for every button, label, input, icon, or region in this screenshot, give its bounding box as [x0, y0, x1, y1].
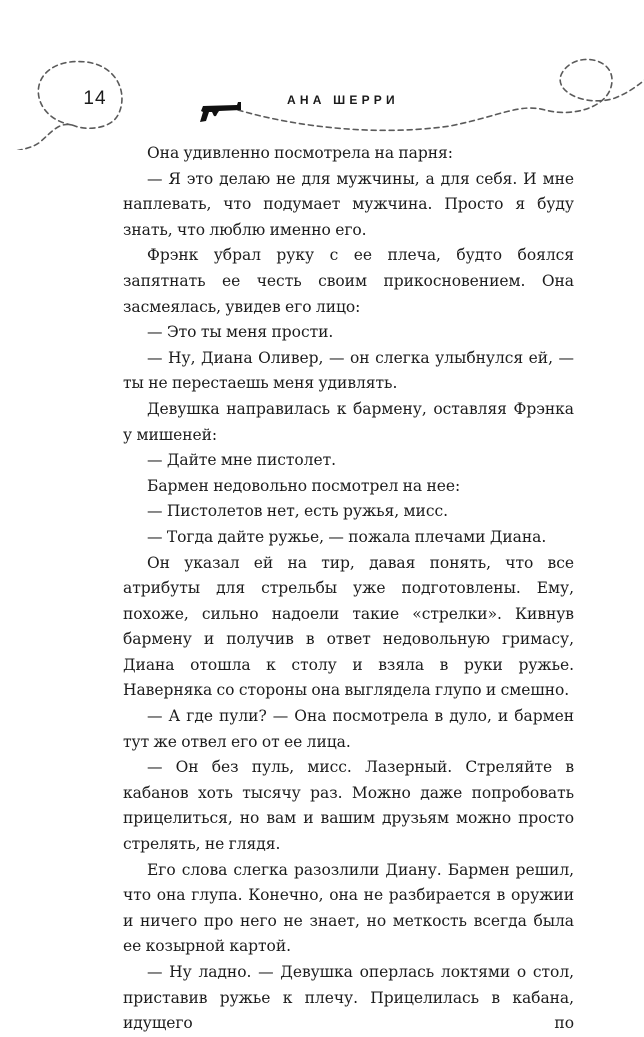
paragraph: Он указал ей на тир, давая понять, что все атрибуты для стрельбы уже подготовлены. Ему, похоже, сильно надоели такие «стрелки». Кивнув бармену и получив в ответ недовольную гримасу, Диана отошла к столу и взяла в руки ружье. Наверняка со стороны она выглядела глупо и смешно. [123, 553, 574, 700]
paragraph: Его слова слегка разозлили Диану. Бармен решил, что она глупа. Конечно, она не разбирается в оружии и ничего про него не знает, но меткость всегда была ее козырной картой. [123, 860, 574, 956]
paragraph: — Я это делаю не для мужчины, а для себя. И мне наплевать, что подумает мужчина. Просто я буду знать, что люблю именно его. [123, 169, 574, 239]
paragraph: — Дайте мне пистолет. [147, 451, 336, 470]
book-text [123, 141, 574, 1037]
paragraph-continued: — Ну ладно. — Девушка оперлась локтями о стол, приставив ружье к плечу. Прицелилась в кабана, идущего по [123, 963, 574, 1033]
paragraph: — Ну, Диана Оливер, — он слегка улыбнулся ей, — ты не перестаешь меня удивлять. [123, 348, 574, 393]
dashed-loop-ornament [0, 0, 644, 150]
running-head: АНА ШЕРРИ [287, 93, 399, 107]
paragraph: Девушка направилась к бармену, оставляя Фрэнка у мишеней: [123, 399, 574, 444]
paragraph: — Тогда дайте ружье, — пожала плечами Диана. [147, 527, 547, 546]
paragraph: — А где пули? — Она посмотрела в дуло, и бармен тут же отвел его от ее лица. [123, 707, 574, 751]
paragraph: Она удивленно посмотрела на парня: [147, 144, 453, 162]
pistol-icon [197, 100, 243, 124]
paragraph: — Это ты меня прости. [147, 323, 334, 342]
page-number: 14 [83, 88, 107, 109]
paragraph: Бармен недовольно посмотрел на нее: [147, 476, 461, 495]
paragraph: — Он без пуль, мисс. Лазерный. Стреляйте в кабанов хоть тысячу раз. Можно даже попробовать прицелиться, но вам и вашим друзьям можно просто стрелять, не глядя. [123, 758, 574, 854]
paragraph: — Пистолетов нет, есть ружья, мисс. [147, 502, 448, 521]
paragraph: Фрэнк убрал руку с ее плеча, будто боялся запятнать ее честь своим прикосновением. Она засмеялась, увидев его лицо: [123, 246, 574, 316]
